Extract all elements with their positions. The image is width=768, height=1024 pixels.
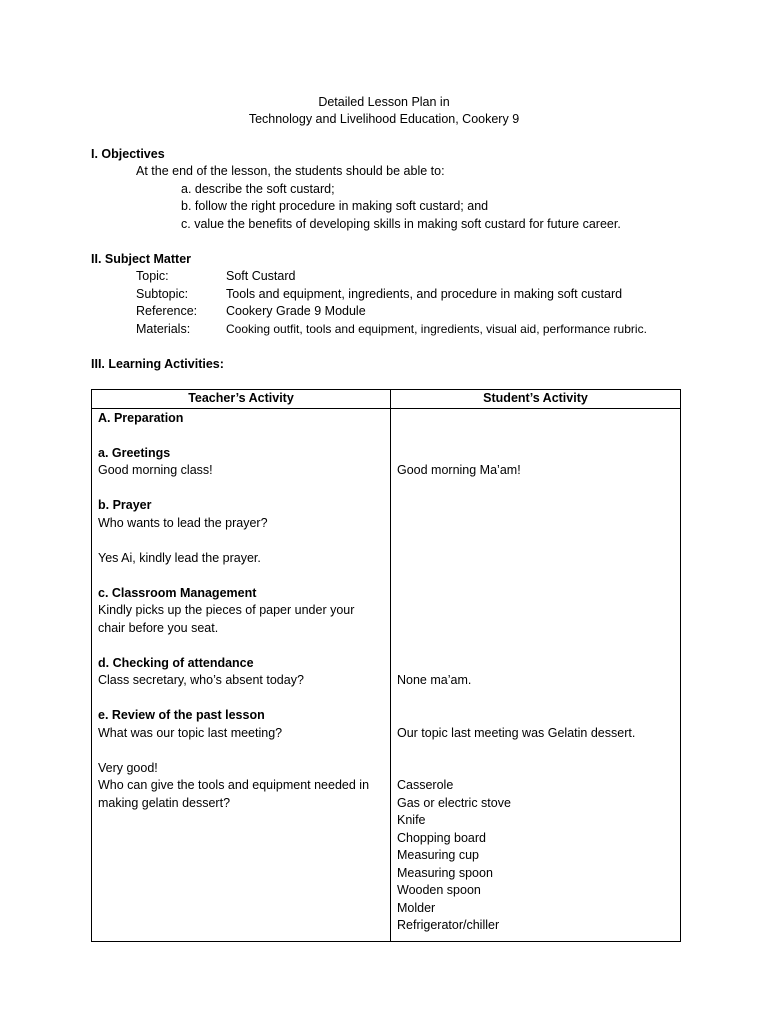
teacher-activity-line	[98, 637, 384, 655]
student-activity-line	[397, 480, 674, 498]
student-activity-line: Wooden spoon	[397, 883, 481, 897]
objectives-heading: I. Objectives	[91, 147, 165, 161]
table-header-row	[92, 390, 681, 409]
teacher-activity-line	[98, 690, 384, 708]
teacher-activity-line	[98, 742, 384, 760]
student-activity-line	[397, 427, 674, 445]
student-activity-line	[397, 532, 674, 550]
student-activity-line	[397, 497, 674, 515]
student-activity-line: Our topic last meeting was Gelatin dessert.	[397, 725, 636, 740]
student-activity-line: Measuring spoon	[397, 865, 493, 880]
student-activity-line	[397, 550, 674, 568]
subject-label-reference: Reference:	[136, 304, 198, 318]
objective-item: b. follow the right procedure in making soft custard; and	[181, 199, 489, 213]
student-activity-cell	[391, 408, 681, 941]
student-activity-line: Good morning Ma’am!	[397, 463, 521, 477]
activity-section-heading: d. Checking of attendance	[98, 655, 254, 670]
table-row	[92, 408, 681, 941]
subject-label-subtopic: Subtopic:	[136, 287, 189, 301]
student-activity-line	[397, 445, 674, 463]
teacher-activity-line: What was our topic last meeting?	[98, 725, 283, 740]
objective-item: c. value the benefits of developing skills in making soft custard for future career.	[181, 217, 621, 231]
student-activity-line: Gas or electric stove	[397, 795, 511, 810]
subject-matter-heading: II. Subject Matter	[91, 252, 192, 266]
teacher-activity-line	[98, 480, 384, 498]
activity-section-heading: e. Review of the past lesson	[98, 708, 265, 722]
student-activity-line	[397, 585, 674, 603]
teacher-activity-header: Teacher’s Activity	[92, 390, 391, 409]
student-activity-line	[397, 567, 674, 585]
subject-value-topic: Soft Custard	[226, 269, 296, 283]
teacher-activity-line	[98, 427, 384, 445]
teacher-activity-line: Kindly picks up the pieces of paper under your	[98, 603, 355, 617]
teacher-activity-line: Very good!	[98, 760, 158, 775]
teacher-activity-line: Class secretary, who’s absent today?	[98, 673, 304, 687]
subject-value-materials: Cooking outfit, tools and equipment, ingredients, visual aid, performance rubric.	[226, 322, 647, 336]
teacher-activity-cell	[92, 408, 391, 941]
student-activity-line: Measuring cup	[397, 848, 479, 862]
activity-section-heading: c. Classroom Management	[98, 585, 257, 600]
activity-section-heading: A. Preparation	[98, 410, 184, 425]
objective-item: a. describe the soft custard;	[181, 182, 335, 196]
student-activity-line: Chopping board	[397, 830, 486, 845]
student-activity-header: Student’s Activity	[391, 390, 681, 409]
subject-value-subtopic: Tools and equipment, ingredients, and procedure in making soft custard	[226, 287, 623, 301]
learning-activities-heading: III. Learning Activities:	[91, 357, 224, 371]
activity-section-heading: b. Prayer	[98, 498, 152, 512]
student-activity-line	[397, 637, 674, 655]
subject-label-topic: Topic:	[136, 269, 169, 283]
student-activity-line	[397, 760, 674, 778]
teacher-activity-line: making gelatin dessert?	[98, 795, 231, 810]
teacher-activity-line	[98, 532, 384, 550]
student-activity-line	[397, 620, 674, 638]
teacher-activity-line: Good morning class!	[98, 463, 213, 477]
student-activity-line: Casserole	[397, 778, 454, 792]
teacher-activity-line: chair before you seat.	[98, 620, 219, 635]
document-subtitle: Technology and Livelihood Education, Cookery 9	[248, 112, 520, 126]
student-activity-line: Molder	[397, 900, 436, 915]
student-activity-line	[397, 690, 674, 708]
subject-label-materials: Materials:	[136, 322, 191, 336]
learning-activities-table	[91, 389, 681, 942]
teacher-activity-line: Who can give the tools and equipment needed in	[98, 778, 370, 792]
teacher-activity-line: Yes Ai, kindly lead the prayer.	[98, 550, 261, 565]
student-activity-line	[397, 515, 674, 533]
student-activity-line	[397, 707, 674, 725]
student-activity-line	[397, 742, 674, 760]
document-title: Detailed Lesson Plan in	[318, 95, 450, 109]
student-activity-line	[397, 410, 674, 428]
teacher-activity-line	[98, 567, 384, 585]
teacher-activity-line: Who wants to lead the prayer?	[98, 515, 268, 530]
objectives-intro: At the end of the lesson, the students should be able to:	[136, 164, 445, 178]
student-activity-line	[397, 655, 674, 673]
student-activity-line	[397, 602, 674, 620]
subject-value-reference: Cookery Grade 9 Module	[226, 304, 366, 318]
activity-section-heading: a. Greetings	[98, 445, 171, 460]
student-activity-line: Knife	[397, 813, 426, 827]
student-activity-line: None ma’am.	[397, 673, 472, 687]
student-activity-line: Refrigerator/chiller	[397, 918, 500, 932]
